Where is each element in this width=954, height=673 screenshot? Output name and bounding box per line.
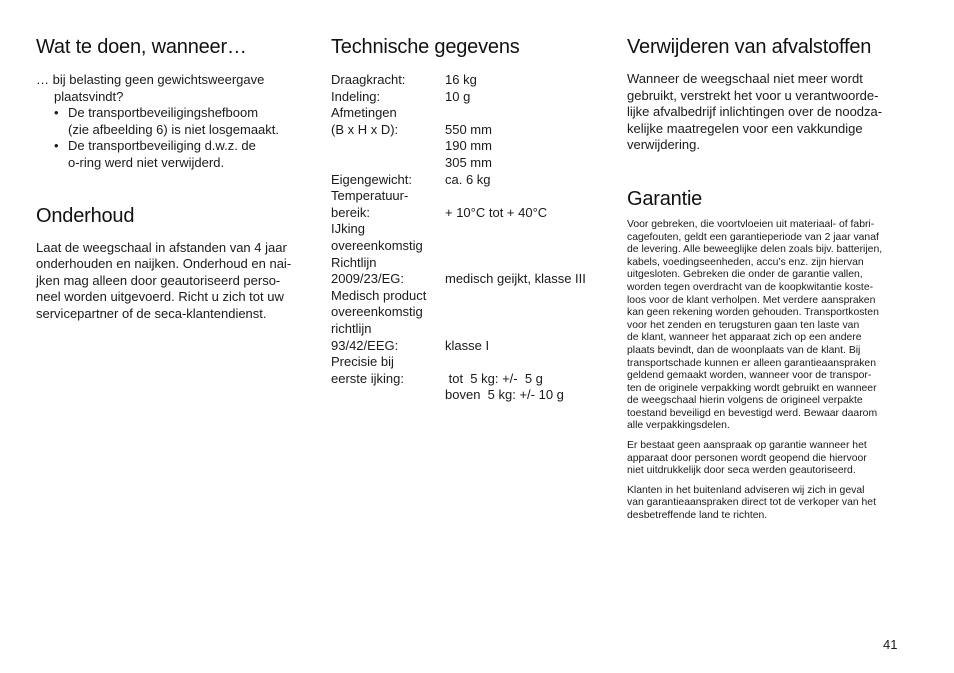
spec-label bbox=[331, 155, 445, 172]
spec-value bbox=[445, 255, 606, 272]
spec-label: 2009/23/EG: bbox=[331, 271, 404, 287]
spec-value bbox=[445, 188, 606, 205]
warranty-line: Klanten in het buitenland adviseren wij zich in geval bbox=[627, 484, 865, 496]
spec-value bbox=[445, 354, 606, 371]
spec-value bbox=[445, 105, 606, 122]
spec-label: bereik: bbox=[331, 204, 371, 220]
spec-value: tot 5 kg: +/- 5 g bbox=[445, 370, 543, 386]
warranty-line: de klant, wanneer het apparaat zich op een andere bbox=[627, 332, 862, 344]
maint-line: onderhouden en naijken. Onderhoud en nai- bbox=[36, 256, 292, 272]
heading-maintenance: Onderhoud bbox=[36, 204, 135, 227]
disposal-line: verwijdering. bbox=[627, 137, 700, 153]
disposal-line: lijke afvalbedrijf inlichtingen over de noodza- bbox=[627, 104, 883, 120]
spec-value bbox=[445, 288, 606, 305]
warranty-line: Er bestaat geen aanspraak op garantie wanneer het bbox=[627, 440, 867, 452]
spec-row bbox=[331, 172, 606, 189]
bullet-icon: • bbox=[54, 138, 59, 154]
disposal-line: kelijke maatregelen voor een vakkundige bbox=[627, 120, 863, 136]
warranty-line: voor het zenden en terugsturen gaan ten laste van bbox=[627, 319, 860, 331]
spec-label: Eigengewicht: bbox=[331, 171, 412, 187]
spec-value bbox=[445, 238, 606, 255]
column-technical-data bbox=[331, 36, 606, 404]
warranty-paragraph bbox=[627, 440, 917, 478]
spec-row bbox=[331, 138, 606, 155]
trouble-lead-cont: plaatsvindt? bbox=[54, 88, 124, 104]
warranty-line: van garantieaanspraken direct tot de verkoper van het bbox=[627, 497, 876, 509]
spec-row bbox=[331, 304, 606, 321]
maint-line: neel worden uitgevoerd. Richt u zich tot uw bbox=[36, 289, 284, 305]
troubleshooting-list bbox=[36, 72, 306, 172]
spec-label: Precisie bij bbox=[331, 354, 394, 370]
warranty-line: niet uitdrukkelijk door seca werden geautoriseerd. bbox=[627, 465, 856, 477]
spec-row bbox=[331, 255, 606, 272]
spec-row bbox=[331, 122, 606, 139]
spec-label: Afmetingen bbox=[331, 105, 397, 121]
spec-label: overeenkomstig bbox=[331, 237, 423, 253]
page-number: 41 bbox=[883, 637, 898, 652]
warranty-line: ten de originele verpakking wordt gebruikt en wanneer bbox=[627, 382, 877, 394]
warranty-line: alle verpakkingsdelen. bbox=[627, 420, 730, 432]
spec-label: 93/42/EEG: bbox=[331, 337, 399, 353]
spec-value: klasse I bbox=[445, 337, 490, 353]
maint-line: servicepartner of de seca-klantendienst. bbox=[36, 305, 267, 321]
warranty-paragraph bbox=[627, 485, 917, 523]
warranty-line: uitgesloten. Gebreken die onder de garantie vallen, bbox=[627, 269, 863, 281]
spec-row bbox=[331, 238, 606, 255]
spec-label: Indeling: bbox=[331, 88, 381, 104]
spec-row bbox=[331, 271, 606, 288]
bullet2-line1: De transportbeveiliging d.w.z. de bbox=[68, 138, 256, 154]
spec-value: 550 mm bbox=[445, 121, 492, 137]
disposal-text bbox=[627, 71, 917, 154]
maint-line: Laat de weegschaal in afstanden van 4 jaar bbox=[36, 239, 287, 255]
warranty-line: kabels, voedingseenheden, accu’s enz. zijn hiervan bbox=[627, 256, 864, 268]
spec-row bbox=[331, 371, 606, 388]
spec-value: 190 mm bbox=[445, 138, 492, 154]
specs-table bbox=[331, 72, 606, 404]
heading-disposal: Verwijderen van afvalstoffen bbox=[627, 36, 872, 58]
spec-value: medisch geijkt, klasse III bbox=[445, 271, 586, 287]
bullet2-line2: o-ring werd niet verwijderd. bbox=[68, 154, 225, 170]
warranty-line: plaats bevindt, dan de woonplaats van de klant. Bij bbox=[627, 344, 861, 356]
spec-label: (B x H x D): bbox=[331, 121, 399, 137]
spec-label bbox=[331, 138, 445, 155]
column-disposal-warranty bbox=[627, 36, 917, 523]
warranty-text bbox=[627, 219, 917, 523]
spec-row bbox=[331, 72, 606, 89]
spec-label: Richtlijn bbox=[331, 254, 377, 270]
warranty-line: kan geen rekening worden gehouden. Transportkosten bbox=[627, 307, 879, 319]
warranty-line: desbetreffende land te richten. bbox=[627, 510, 768, 522]
column-troubleshooting bbox=[36, 36, 306, 323]
list-item bbox=[36, 138, 306, 171]
warranty-line: de weegschaal hierin volgens de origineel verpakte bbox=[627, 395, 863, 407]
maint-line: jken mag alleen door geautoriseerd perso- bbox=[36, 272, 281, 288]
spec-value bbox=[445, 221, 606, 238]
heading-troubleshooting: Wat te doen, wanneer… bbox=[36, 36, 247, 58]
spec-value: 305 mm bbox=[445, 154, 492, 170]
spec-row bbox=[331, 89, 606, 106]
spec-label: Draagkracht: bbox=[331, 72, 406, 87]
spec-label: richtlijn bbox=[331, 320, 372, 336]
list-item bbox=[36, 105, 306, 138]
disposal-line: gebruikt, verstrekt het voor u verantwoorde- bbox=[627, 87, 879, 103]
warranty-line: Voor gebreken, die voortvloeien uit materiaal- of fabri- bbox=[627, 218, 875, 230]
bullet1-line1: De transportbeveiligingshefboom bbox=[68, 105, 259, 121]
disposal-line: Wanneer de weegschaal niet meer wordt bbox=[627, 71, 863, 86]
spec-row bbox=[331, 188, 606, 205]
spec-row bbox=[331, 205, 606, 222]
maintenance-text bbox=[36, 240, 306, 323]
spec-value: boven 5 kg: +/- 10 g bbox=[445, 387, 564, 403]
spec-label: eerste ijking: bbox=[331, 370, 404, 386]
spec-value: ca. 6 kg bbox=[445, 171, 491, 187]
warranty-line: transportschade kunnen er alleen garantieaanspraken bbox=[627, 357, 876, 369]
warranty-line: cagefouten, geldt een garantieperiode van 2 jaar vanaf bbox=[627, 231, 879, 243]
heading-warranty: Garantie bbox=[627, 187, 703, 210]
spec-row bbox=[331, 105, 606, 122]
spec-value bbox=[445, 304, 606, 321]
spec-row bbox=[331, 221, 606, 238]
warranty-line: apparaat door personen wordt geopend die hiervoor bbox=[627, 452, 867, 464]
heading-technical-data: Technische gegevens bbox=[331, 36, 520, 58]
spec-value bbox=[445, 321, 606, 338]
warranty-line: de levering. Alle beweeglijke delen zoals bijv. batterijen, bbox=[627, 244, 883, 256]
warranty-line: geldend gemaakt worden, wanneer voor de transpor- bbox=[627, 370, 872, 382]
spec-row bbox=[331, 155, 606, 172]
spec-row bbox=[331, 288, 606, 305]
spec-row bbox=[331, 387, 606, 404]
spec-label: Medisch product bbox=[331, 287, 427, 303]
spec-row bbox=[331, 321, 606, 338]
warranty-line: loos voor de klant verholpen. Met verdere aanspraken bbox=[627, 294, 876, 306]
spec-value: 16 kg bbox=[445, 72, 477, 87]
bullet-icon: • bbox=[54, 105, 59, 121]
warranty-paragraph bbox=[627, 219, 917, 433]
spec-label bbox=[331, 387, 445, 404]
warranty-line: toestand beveiligd en bevestigd werd. Bewaar daarom bbox=[627, 407, 878, 419]
bullet1-line2: (zie afbeelding 6) is niet losgemaakt. bbox=[68, 121, 280, 137]
spec-label: overeenkomstig bbox=[331, 304, 423, 320]
spec-row bbox=[331, 354, 606, 371]
spec-value: 10 g bbox=[445, 88, 471, 104]
spec-label: IJking bbox=[331, 221, 365, 237]
trouble-lead: … bij belasting geen gewichtsweergave bbox=[36, 72, 265, 87]
warranty-line: worden tegen overdracht van de koopkwitantie koste- bbox=[627, 281, 874, 293]
spec-value: + 10°C tot + 40°C bbox=[445, 204, 548, 220]
spec-label: Temperatuur- bbox=[331, 188, 409, 204]
spec-row bbox=[331, 338, 606, 355]
